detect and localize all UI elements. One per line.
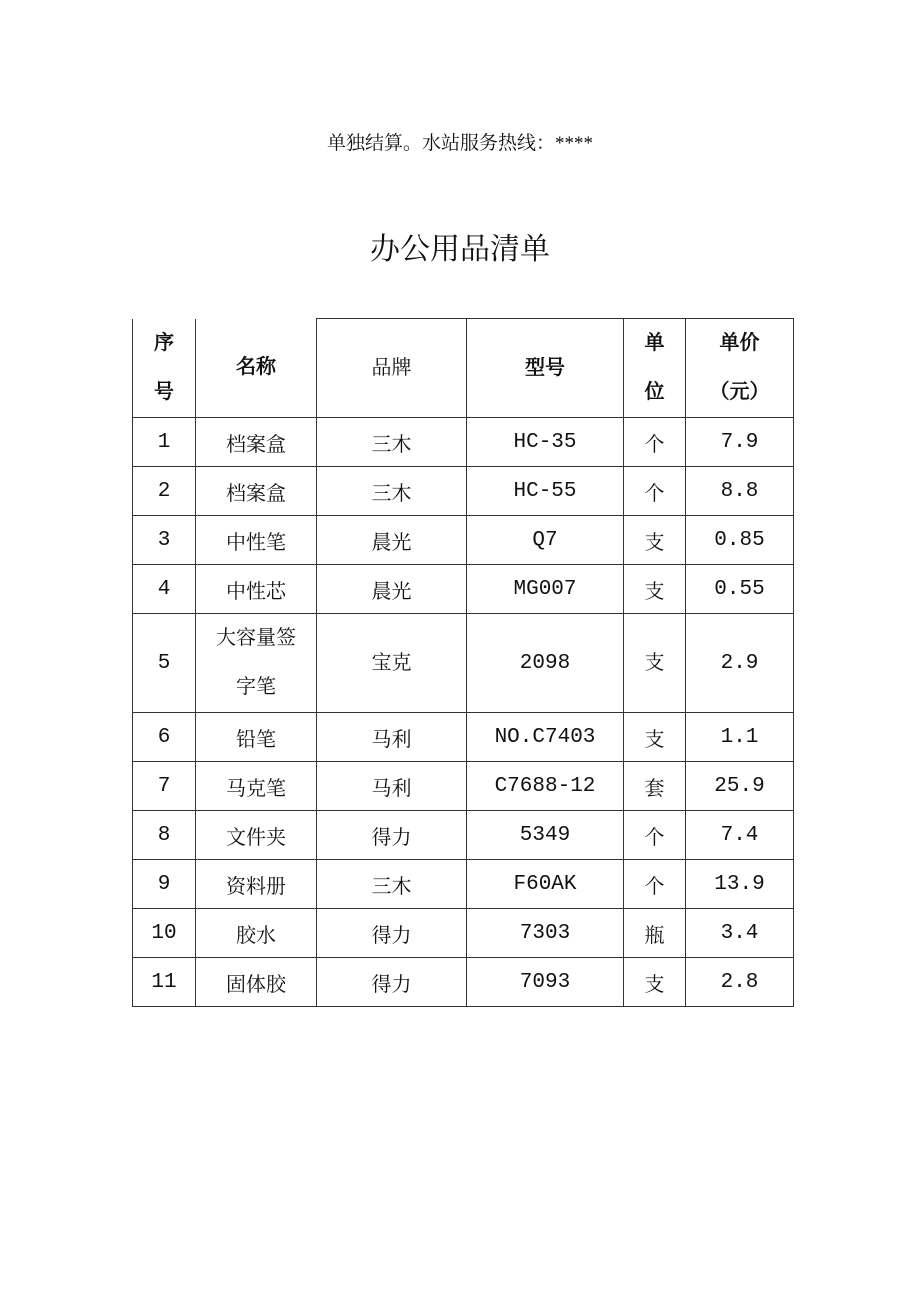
cell-name: 中性芯 bbox=[196, 565, 317, 614]
cell-unit: 套 bbox=[624, 762, 686, 811]
table-row bbox=[133, 516, 794, 565]
document-title: 办公用品清单 bbox=[370, 233, 550, 266]
cell-unit: 个 bbox=[624, 418, 686, 467]
cell-unit: 个 bbox=[624, 811, 686, 860]
cell-name: 大容量签 字笔 bbox=[196, 614, 317, 713]
cell-seq: 10 bbox=[133, 909, 196, 958]
cell-model: Q7 bbox=[467, 516, 624, 565]
table-row bbox=[133, 467, 794, 516]
table-header-row bbox=[133, 319, 794, 418]
cell-price: 0.85 bbox=[686, 516, 794, 565]
cell-unit: 个 bbox=[624, 467, 686, 516]
table-row bbox=[133, 565, 794, 614]
cell-seq: 9 bbox=[133, 860, 196, 909]
cell-brand: 得力 bbox=[317, 958, 467, 1007]
cell-brand: 马利 bbox=[317, 762, 467, 811]
cell-brand: 晨光 bbox=[317, 565, 467, 614]
cell-seq: 3 bbox=[133, 516, 196, 565]
cell-name: 铅笔 bbox=[196, 713, 317, 762]
cell-model: HC-35 bbox=[467, 418, 624, 467]
cell-price: 7.9 bbox=[686, 418, 794, 467]
cell-price: 1.1 bbox=[686, 713, 794, 762]
table-row bbox=[133, 909, 794, 958]
cell-model: HC-55 bbox=[467, 467, 624, 516]
cell-price: 13.9 bbox=[686, 860, 794, 909]
header-model: 型号 bbox=[467, 319, 624, 418]
header-seq: 序 号 bbox=[133, 319, 196, 418]
header-unit: 单 位 bbox=[624, 319, 686, 418]
cell-price: 3.4 bbox=[686, 909, 794, 958]
cell-seq: 5 bbox=[133, 614, 196, 713]
cell-unit: 支 bbox=[624, 958, 686, 1007]
cell-seq: 2 bbox=[133, 467, 196, 516]
cell-seq: 7 bbox=[133, 762, 196, 811]
cell-unit: 支 bbox=[624, 713, 686, 762]
table-row bbox=[133, 418, 794, 467]
cell-brand: 三木 bbox=[317, 467, 467, 516]
cell-model: 5349 bbox=[467, 811, 624, 860]
cell-name: 资料册 bbox=[196, 860, 317, 909]
cell-name: 中性笔 bbox=[196, 516, 317, 565]
header-price: 单价 （元） bbox=[686, 319, 794, 418]
cell-price: 8.8 bbox=[686, 467, 794, 516]
hotline-note: 单独结算。水站服务热线：**** bbox=[326, 133, 593, 154]
cell-unit: 支 bbox=[624, 516, 686, 565]
cell-seq: 4 bbox=[133, 565, 196, 614]
cell-model: 7093 bbox=[467, 958, 624, 1007]
office-supplies-table bbox=[132, 318, 794, 1007]
cell-unit: 支 bbox=[624, 565, 686, 614]
cell-unit: 支 bbox=[624, 614, 686, 713]
cell-name: 文件夹 bbox=[196, 811, 317, 860]
header-brand: 品牌 bbox=[317, 319, 467, 418]
cell-brand: 晨光 bbox=[317, 516, 467, 565]
cell-brand: 得力 bbox=[317, 811, 467, 860]
table-row bbox=[133, 762, 794, 811]
cell-name: 档案盒 bbox=[196, 418, 317, 467]
table-row bbox=[133, 811, 794, 860]
header-name: 名称 bbox=[196, 319, 317, 418]
cell-model: 7303 bbox=[467, 909, 624, 958]
cell-brand: 得力 bbox=[317, 909, 467, 958]
cell-seq: 6 bbox=[133, 713, 196, 762]
cell-brand: 马利 bbox=[317, 713, 467, 762]
cell-price: 2.8 bbox=[686, 958, 794, 1007]
cell-seq: 8 bbox=[133, 811, 196, 860]
cell-name: 档案盒 bbox=[196, 467, 317, 516]
cell-model: F60AK bbox=[467, 860, 624, 909]
table-row bbox=[133, 860, 794, 909]
table-row bbox=[133, 958, 794, 1007]
cell-model: MG007 bbox=[467, 565, 624, 614]
cell-brand: 三木 bbox=[317, 418, 467, 467]
cell-unit: 瓶 bbox=[624, 909, 686, 958]
cell-name: 马克笔 bbox=[196, 762, 317, 811]
table-row bbox=[133, 614, 794, 713]
cell-model: C7688-12 bbox=[467, 762, 624, 811]
cell-unit: 个 bbox=[624, 860, 686, 909]
cell-name: 胶水 bbox=[196, 909, 317, 958]
cell-model: NO.C7403 bbox=[467, 713, 624, 762]
cell-price: 2.9 bbox=[686, 614, 794, 713]
cell-model: 2098 bbox=[467, 614, 624, 713]
cell-brand: 三木 bbox=[317, 860, 467, 909]
cell-price: 0.55 bbox=[686, 565, 794, 614]
table-row bbox=[133, 713, 794, 762]
cell-name: 固体胶 bbox=[196, 958, 317, 1007]
cell-seq: 11 bbox=[133, 958, 196, 1007]
cell-price: 7.4 bbox=[686, 811, 794, 860]
cell-price: 25.9 bbox=[686, 762, 794, 811]
cell-brand: 宝克 bbox=[317, 614, 467, 713]
cell-seq: 1 bbox=[133, 418, 196, 467]
